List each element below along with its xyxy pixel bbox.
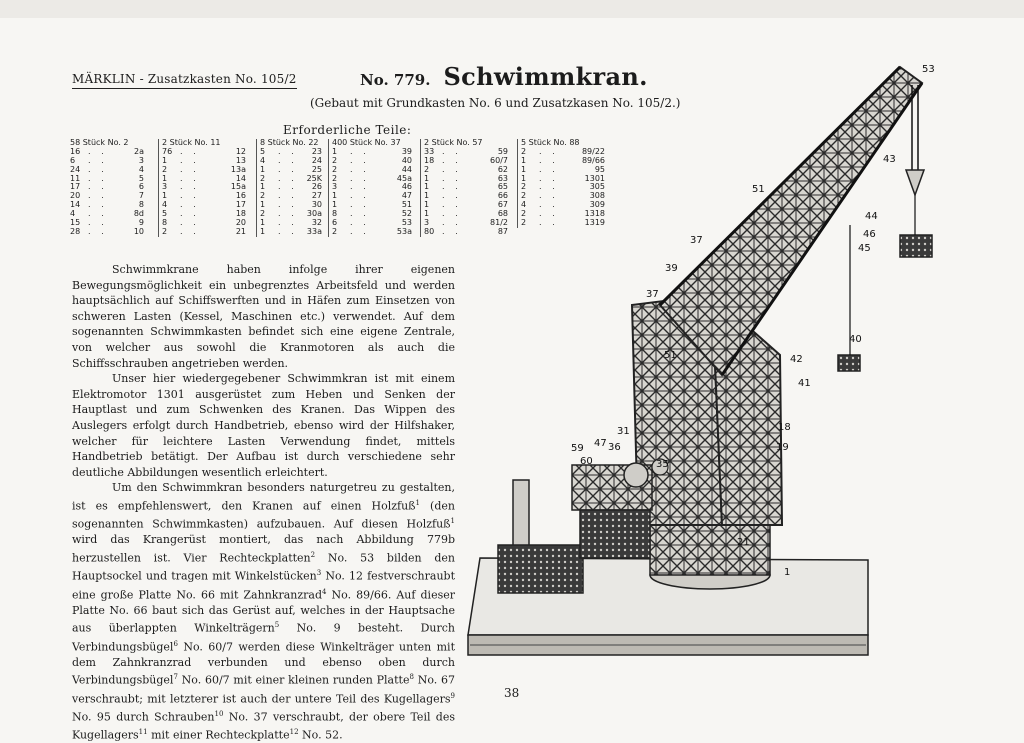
parts-quantity: 2: [162, 226, 168, 236]
crane-illustration: [460, 55, 950, 670]
series-header: MÄRKLIN - Zusatzkasten No. 105/2: [72, 72, 297, 89]
ditto-mark: . .: [350, 226, 370, 236]
parts-row: [70, 192, 150, 201]
parts-number: 53: [401, 218, 412, 228]
ditto-mark: . .: [539, 191, 559, 201]
ditto-mark: . .: [88, 164, 108, 174]
parts-number: 89/66: [581, 155, 605, 165]
parts-quantity: 14: [70, 200, 81, 210]
parts-quantity: 3: [332, 182, 338, 192]
parts-row: [70, 183, 150, 192]
gear-wheel: [624, 463, 648, 487]
ditto-mark: . .: [442, 209, 462, 219]
parts-quantity: 1: [162, 191, 168, 201]
part-label: 53: [922, 64, 935, 75]
parts-number: 17: [235, 200, 246, 210]
part-label: 47: [594, 438, 607, 449]
ditto-mark: . .: [278, 218, 298, 228]
model-name: Schwimmkran.: [443, 62, 648, 91]
part-label: 37: [646, 289, 659, 300]
part-label: 18: [778, 422, 791, 433]
parts-column-header: 2 Stück No. 57: [424, 138, 483, 147]
parts-number: 1301: [584, 173, 605, 183]
parts-quantity: 1: [260, 182, 266, 192]
ditto-mark: . .: [180, 146, 200, 156]
part-label: 37: [690, 235, 703, 246]
chimney: [513, 480, 529, 555]
ditto-mark: . .: [350, 191, 370, 201]
parts-number: 4: [138, 164, 144, 174]
ditto-mark: . .: [539, 164, 559, 174]
part-label: 44: [865, 211, 878, 222]
ditto-mark: . .: [278, 191, 298, 201]
parts-number: 33a: [306, 226, 322, 236]
parts-column: [70, 139, 150, 237]
parts-number: 53a: [396, 226, 412, 236]
parts-row: [70, 148, 150, 157]
parts-quantity: 1: [521, 155, 527, 165]
parts-quantity: 5: [162, 209, 168, 219]
crane-drawing: [460, 55, 950, 670]
ditto-mark: . .: [442, 218, 462, 228]
parts-column-header: 8 Stück No. 22: [260, 138, 319, 147]
parts-quantity: 1: [424, 209, 430, 219]
ditto-mark: . .: [350, 209, 370, 219]
ditto-mark: . .: [278, 146, 298, 156]
parts-quantity: 1: [260, 226, 266, 236]
ditto-mark: . .: [350, 155, 370, 165]
ditto-mark: . .: [539, 173, 559, 183]
parts-quantity: 1: [521, 164, 527, 174]
parts-number: 60/7: [490, 155, 508, 165]
ditto-mark: . .: [180, 209, 200, 219]
parts-column-header: 58 Stück No. 2: [70, 138, 129, 147]
ditto-mark: . .: [278, 182, 298, 192]
parts-quantity: 2: [521, 191, 527, 201]
parts-quantity: 1: [260, 164, 266, 174]
parts-quantity: 1: [260, 218, 266, 228]
parts-quantity: 18: [424, 155, 435, 165]
parts-column: [328, 139, 418, 237]
parts-number: 2a: [134, 146, 144, 156]
parts-number: 24: [311, 155, 322, 165]
part-label: 60: [580, 456, 593, 467]
parts-number: 51: [401, 200, 412, 210]
ditto-mark: . .: [278, 209, 298, 219]
parts-number: 308: [589, 191, 605, 201]
ditto-mark: . .: [278, 155, 298, 165]
ditto-mark: . .: [278, 173, 298, 183]
parts-row: [70, 157, 150, 166]
parts-quantity: 2: [260, 191, 266, 201]
parts-number: 12: [235, 146, 246, 156]
parts-quantity: 4: [162, 200, 168, 210]
parts-quantity: 20: [70, 191, 81, 201]
parts-quantity: 1: [424, 200, 430, 210]
parts-number: 63: [497, 173, 508, 183]
ditto-mark: . .: [442, 173, 462, 183]
parts-number: 67: [497, 200, 508, 210]
parts-quantity: 1: [424, 173, 430, 183]
paragraph-2: Unser hier wiedergegebener Schwimmkran ist mit einem Elektromotor 1301 ausgerüstet zum Heben und Senken der Hauptlast und zum Schwenken des Kranen. Das Wippen des Auslegers erfolgt durch Handbetrieb, ebenso wird der Hilfshaker, welcher für leichtere Lasten Verwendung findet, mittels Handbetrieb betätigt. Der Aufbau ist durch verschiedene sehr deutliche Abbildungen wesentlich erleichtert.: [72, 372, 455, 479]
part-label: 46: [863, 229, 876, 240]
parts-number: 6: [138, 182, 144, 192]
parts-column-header: 2 Stück No. 11: [162, 138, 221, 147]
parts-number: 87: [497, 226, 508, 236]
ditto-mark: . .: [350, 200, 370, 210]
parts-quantity: 17: [70, 182, 81, 192]
parts-number: 20: [235, 218, 246, 228]
parts-number: 59: [497, 146, 508, 156]
parts-number: 8: [138, 200, 144, 210]
part-label: 40: [849, 334, 862, 345]
parts-quantity: 2: [260, 173, 266, 183]
parts-number: 3: [138, 155, 144, 165]
parts-number: 62: [497, 164, 508, 174]
ditto-mark: . .: [278, 200, 298, 210]
ditto-mark: . .: [88, 173, 108, 183]
parts-number: 32: [311, 218, 322, 228]
ditto-mark: . .: [442, 164, 462, 174]
parts-number: 1318: [584, 209, 605, 219]
parts-quantity: 15: [70, 218, 81, 228]
ditto-mark: . .: [278, 226, 298, 236]
ditto-mark: . .: [180, 191, 200, 201]
parts-number: 66: [497, 191, 508, 201]
parts-number: 13a: [230, 164, 246, 174]
ditto-mark: . .: [539, 146, 559, 156]
scan-top-strip: [0, 0, 1024, 18]
part-label: 51: [752, 184, 765, 195]
parts-quantity: 2: [332, 173, 338, 183]
parts-number: 13: [235, 155, 246, 165]
parts-number: 25: [311, 164, 322, 174]
part-label: 41: [798, 378, 811, 389]
parts-quantity: 4: [260, 155, 266, 165]
part-label: 51: [664, 350, 677, 361]
ditto-mark: . .: [539, 182, 559, 192]
ditto-mark: . .: [88, 200, 108, 210]
parts-row: [260, 228, 328, 237]
parts-quantity: 5: [260, 146, 266, 156]
ditto-mark: . .: [539, 200, 559, 210]
ditto-mark: . .: [350, 218, 370, 228]
parts-quantity: 1: [162, 155, 168, 165]
parts-number: 89/22: [581, 146, 605, 156]
ditto-mark: . .: [180, 164, 200, 174]
parts-number: 1319: [584, 218, 605, 228]
parts-quantity: 76: [162, 146, 173, 156]
parts-number: 309: [589, 200, 605, 210]
ditto-mark: . .: [180, 155, 200, 165]
ditto-mark: . .: [539, 155, 559, 165]
part-label: 43: [883, 154, 896, 165]
parts-heading: Erforderliche Teile:: [283, 123, 412, 137]
parts-number: 30a: [306, 209, 322, 219]
ditto-mark: . .: [180, 200, 200, 210]
ditto-mark: . .: [88, 218, 108, 228]
parts-number: 14: [235, 173, 246, 183]
parts-number: 305: [589, 182, 605, 192]
ditto-mark: . .: [180, 182, 200, 192]
ditto-mark: . .: [442, 226, 462, 236]
part-label: 36: [608, 442, 621, 453]
parts-quantity: 2: [332, 226, 338, 236]
ditto-mark: . .: [442, 191, 462, 201]
ditto-mark: . .: [88, 226, 108, 236]
part-label: 21: [737, 537, 750, 548]
parts-column: [256, 139, 328, 237]
parts-quantity: 4: [70, 209, 76, 219]
part-label: 45: [858, 243, 871, 254]
model-number: No. 779.: [360, 71, 431, 89]
ditto-mark: . .: [88, 155, 108, 165]
parts-quantity: 2: [260, 209, 266, 219]
parts-quantity: 24: [70, 164, 81, 174]
part-label: 42: [790, 354, 803, 365]
parts-number: 27: [311, 191, 322, 201]
parts-number: 44: [401, 164, 412, 174]
parts-number: 52: [401, 209, 412, 219]
parts-number: 15a: [230, 182, 246, 192]
parts-number: 81/2: [490, 218, 508, 228]
ditto-mark: . .: [350, 173, 370, 183]
paragraph-3: Um den Schwimmkran besonders naturgetreu zu gestalten, ist es empfehlenswert, den Kranen auf einen Holzfuß$^1$ (den sogenannten Schwimmkasten) aufzubauen. Auf diesen Holzfuß$^1$ wird das Krangerüst montiert, das nach Abbildung 779b herzustellen ist. Vier Rechteckplatten$^2$ No. 53 bilden den Hauptsockel und tragen mit Winkelstücken$^3$ No. 12 festverschraubt eine große Platte No. 66 mit Zahnkranzrad$^4$ No. 89/66. Auf dieser Platte No. 66 baut sich das Gerüst auf, welches in der Hauptsache aus überlappten Winkelträgern$^5$ No. 9 besteht. Durch Verbindungsbügel$^6$ No. 60/7 werden diese Winkelträger unten mit dem Zahnkranzrad verbunden und ebenso oben durch Verbindungsbügel$^7$ No. 60/7 mit einer kleinen runden Platte$^8$ No. 67 verschraubt; mit letzterer ist auch der untere Teil des Kugellagers$^9$ No. 95 durch Schrauben$^{10}$ No. 37 verschraubt, der obere Teil des Kugellagers$^{11}$ mit einer Rechteckplatte$^{12}$ No. 52.: [72, 481, 456, 742]
boiler-house: [498, 545, 583, 593]
ditto-mark: . .: [539, 209, 559, 219]
parts-number: 10: [133, 226, 144, 236]
parts-number: 26: [311, 182, 322, 192]
jib-boom: [660, 67, 922, 375]
parts-number: 65: [497, 182, 508, 192]
parts-quantity: 33: [424, 146, 435, 156]
part-label: 35: [656, 459, 669, 470]
page-number: 38: [504, 686, 520, 700]
parts-quantity: 2: [162, 164, 168, 174]
parts-number: 8d: [133, 209, 144, 219]
parts-number: 25K: [306, 173, 322, 183]
parts-quantity: 16: [70, 146, 81, 156]
parts-number: 40: [401, 155, 412, 165]
parts-number: 5: [138, 173, 144, 183]
part-label: 19: [776, 442, 789, 453]
parts-quantity: 3: [424, 218, 430, 228]
parts-number: 18: [235, 209, 246, 219]
parts-number: 21: [235, 226, 246, 236]
parts-quantity: 28: [70, 226, 81, 236]
parts-number: 16: [235, 191, 246, 201]
parts-number: 46: [401, 182, 412, 192]
ditto-mark: . .: [278, 164, 298, 174]
parts-column: [158, 139, 252, 237]
parts-quantity: 1: [260, 200, 266, 210]
part-label: 1: [784, 567, 791, 578]
parts-row: [332, 228, 418, 237]
parts-quantity: 6: [70, 155, 76, 165]
ditto-mark: . .: [350, 182, 370, 192]
parts-number: 30: [311, 200, 322, 210]
parts-quantity: 2: [521, 182, 527, 192]
parts-number: 95: [594, 164, 605, 174]
parts-quantity: 1: [521, 173, 527, 183]
parts-quantity: 11: [70, 173, 81, 183]
parts-row: [70, 175, 150, 184]
parts-number: 39: [401, 146, 412, 156]
ditto-mark: . .: [442, 182, 462, 192]
part-label: 31: [617, 426, 630, 437]
ditto-mark: . .: [442, 155, 462, 165]
parts-row: [70, 166, 150, 175]
parts-row: [162, 228, 252, 237]
parts-quantity: 2: [424, 164, 430, 174]
ditto-mark: . .: [539, 218, 559, 228]
parts-quantity: 1: [332, 200, 338, 210]
body-text: [72, 262, 455, 743]
aux-load: [838, 355, 860, 371]
part-label: 39: [665, 263, 678, 274]
ditto-mark: . .: [88, 182, 108, 192]
parts-number: 47: [401, 191, 412, 201]
ditto-mark: . .: [442, 200, 462, 210]
parts-number: 68: [497, 209, 508, 219]
main-hook-block: [906, 170, 924, 195]
parts-number: 9: [138, 218, 144, 228]
paragraph-1: Schwimmkrane haben infolge ihrer eigenen Bewegungsmöglichkeit ein unbegrenztes Arbeitsfeld und werden hauptsächlich auf Schiffswerften und in Häfen zum Einsetzen von schweren Lasten (Kessel, Maschinen etc.) verwendet. Auf dem sogenannten Schwimmkasten befindet sich eine eigene Zentrale, von welcher aus sowohl die Kranmotoren als auch die Schiffsschrauben angetrieben werden.: [72, 263, 455, 370]
parts-quantity: 2: [332, 155, 338, 165]
parts-column-header: 400 Stück No. 37: [332, 138, 401, 147]
parts-quantity: 3: [162, 182, 168, 192]
main-load: [900, 235, 932, 257]
parts-quantity: 1: [332, 191, 338, 201]
ditto-mark: . .: [350, 146, 370, 156]
parts-quantity: 80: [424, 226, 435, 236]
parts-quantity: 8: [162, 218, 168, 228]
ditto-mark: . .: [88, 191, 108, 201]
parts-quantity: 1: [162, 173, 168, 183]
ditto-mark: . .: [350, 164, 370, 174]
parts-quantity: 2: [521, 146, 527, 156]
ditto-mark: . .: [88, 146, 108, 156]
part-label: 59: [571, 443, 584, 454]
ditto-mark: . .: [180, 218, 200, 228]
ditto-mark: . .: [180, 226, 200, 236]
parts-number: 23: [311, 146, 322, 156]
parts-quantity: 1: [424, 182, 430, 192]
parts-number: 7: [138, 191, 144, 201]
parts-column-header: 5 Stück No. 88: [521, 138, 580, 147]
ditto-mark: . .: [88, 209, 108, 219]
parts-quantity: 4: [521, 200, 527, 210]
ditto-mark: . .: [180, 173, 200, 183]
parts-quantity: 2: [332, 164, 338, 174]
ditto-mark: . .: [442, 146, 462, 156]
parts-quantity: 1: [332, 146, 338, 156]
parts-quantity: 1: [424, 191, 430, 201]
parts-number: 45a: [396, 173, 412, 183]
parts-quantity: 6: [332, 218, 338, 228]
parts-quantity: 2: [521, 209, 527, 219]
parts-row: [70, 228, 150, 237]
parts-row: [70, 210, 150, 219]
parts-quantity: 8: [332, 209, 338, 219]
page-subtitle: (Gebaut mit Grundkasten No. 6 und Zusatzkasen No. 105/2.): [310, 96, 681, 110]
parts-quantity: 2: [521, 218, 527, 228]
